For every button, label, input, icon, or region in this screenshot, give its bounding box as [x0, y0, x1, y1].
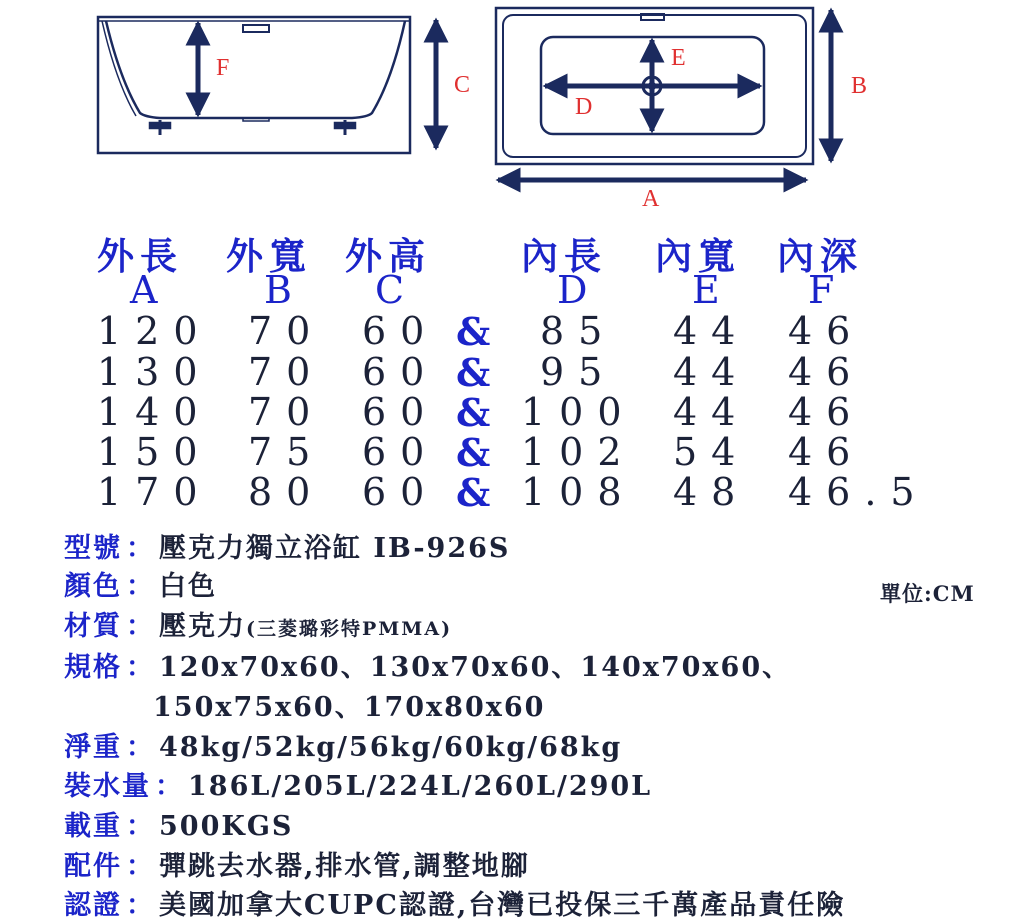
spec-model — [64, 526, 510, 565]
dimension-label-a: A — [642, 186, 660, 212]
ampersand-separator: & — [456, 430, 491, 475]
header-letter-a: A — [130, 268, 158, 312]
table-cell: 150 — [97, 430, 212, 474]
header-letter-c: C — [375, 268, 405, 312]
spec-size-continued: 150x75x60、170x80x60 — [153, 692, 546, 723]
table-cell: 100 — [521, 390, 636, 434]
table-cell: 46.5 — [788, 470, 929, 514]
spec-size — [64, 645, 791, 684]
spec-color — [64, 564, 217, 603]
ampersand-separator: & — [456, 470, 491, 515]
spec-value: 白色 — [159, 571, 217, 602]
spec-label: 載重 — [64, 811, 122, 842]
spec-separator: ： — [126, 533, 155, 564]
spec-capacity — [64, 764, 652, 803]
spec-separator: ： — [155, 771, 184, 802]
table-cell: 70 — [248, 350, 325, 394]
spec-separator: ： — [126, 811, 155, 842]
spec-label: 認證 — [64, 890, 122, 921]
table-cell: 170 — [97, 470, 212, 514]
table-cell: 80 — [248, 470, 325, 514]
table-cell: 108 — [521, 470, 636, 514]
table-cell: 54 — [673, 430, 750, 474]
spec-weight — [64, 725, 622, 764]
dimension-label-e: E — [671, 45, 686, 71]
spec-separator: ： — [126, 652, 155, 683]
header-inner-depth: 內深 — [777, 234, 863, 278]
spec-label: 淨重 — [64, 732, 122, 763]
spec-value: 美國加拿大CUPC認證,台灣已投保三千萬產品責任險 — [159, 890, 846, 921]
table-cell: 95 — [540, 350, 617, 394]
spec-separator: ： — [126, 732, 155, 763]
spec-material — [64, 604, 452, 643]
table-cell: 44 — [673, 350, 750, 394]
header-outer-length: 外長 — [97, 234, 183, 278]
header-letter-b: B — [264, 268, 292, 312]
dimension-label-b: B — [851, 73, 868, 99]
side-view — [98, 17, 410, 153]
header-letter-e: E — [692, 268, 720, 312]
spec-certification — [64, 883, 845, 922]
table-cell: 60 — [362, 390, 439, 434]
bathtub-dimension-diagram — [0, 0, 1018, 220]
ampersand-separator: & — [456, 309, 491, 354]
spec-value: 彈跳去水器,排水管,調整地腳 — [159, 851, 530, 882]
spec-separator: ： — [126, 611, 155, 642]
table-cell: 70 — [248, 390, 325, 434]
table-cell: 140 — [97, 390, 212, 434]
table-cell: 60 — [362, 350, 439, 394]
dimension-label-c: C — [454, 72, 471, 98]
spec-note: (三菱璐彩特PMMA) — [246, 618, 453, 640]
spec-value: 48kg/52kg/56kg/60kg/68kg — [159, 732, 623, 763]
spec-label: 型號 — [64, 533, 122, 564]
spec-value: 壓克力獨立浴缸 IB-926S — [159, 533, 511, 564]
spec-load — [64, 804, 293, 843]
table-cell: 46 — [788, 350, 865, 394]
table-cell: 46 — [788, 430, 865, 474]
unit-label: 單位:CM — [880, 581, 975, 606]
table-cell: 44 — [673, 309, 750, 353]
header-outer-width: 外寬 — [226, 234, 312, 278]
dimension-label-d: D — [575, 94, 593, 120]
table-cell: 85 — [540, 309, 617, 353]
header-letter-f: F — [808, 268, 835, 312]
table-cell: 44 — [673, 390, 750, 434]
table-cell: 46 — [788, 390, 865, 434]
table-cell: 102 — [521, 430, 636, 474]
spec-accessories — [64, 844, 530, 883]
spec-label: 材質 — [64, 611, 122, 642]
dimension-label-f: F — [216, 55, 230, 81]
table-cell: 70 — [248, 309, 325, 353]
table-cell: 60 — [362, 309, 439, 353]
spec-separator: ： — [126, 890, 155, 921]
spec-label: 顏色 — [64, 571, 122, 602]
spec-label: 配件 — [64, 851, 122, 882]
table-cell: 120 — [97, 309, 212, 353]
header-outer-height: 外高 — [345, 234, 431, 278]
header-letter-d: D — [557, 268, 588, 312]
spec-label: 裝水量 — [64, 771, 151, 802]
ampersand-separator: & — [456, 350, 491, 395]
table-cell: 130 — [97, 350, 212, 394]
table-cell: 75 — [248, 430, 325, 474]
header-inner-width: 內寬 — [655, 234, 741, 278]
table-cell: 60 — [362, 470, 439, 514]
table-cell: 48 — [673, 470, 750, 514]
table-cell: 46 — [788, 309, 865, 353]
spec-value: 120x70x60、130x70x60、140x70x60、 — [159, 652, 792, 683]
table-cell: 60 — [362, 430, 439, 474]
spec-value: 壓克力 — [159, 611, 246, 642]
spec-separator: ： — [126, 851, 155, 882]
spec-label: 規格 — [64, 652, 122, 683]
spec-value: 186L/205L/224L/260L/290L — [188, 771, 653, 802]
ampersand-separator: & — [456, 390, 491, 435]
spec-separator: ： — [126, 571, 155, 602]
spec-value: 500KGS — [159, 811, 294, 842]
header-inner-length: 內長 — [521, 234, 607, 278]
